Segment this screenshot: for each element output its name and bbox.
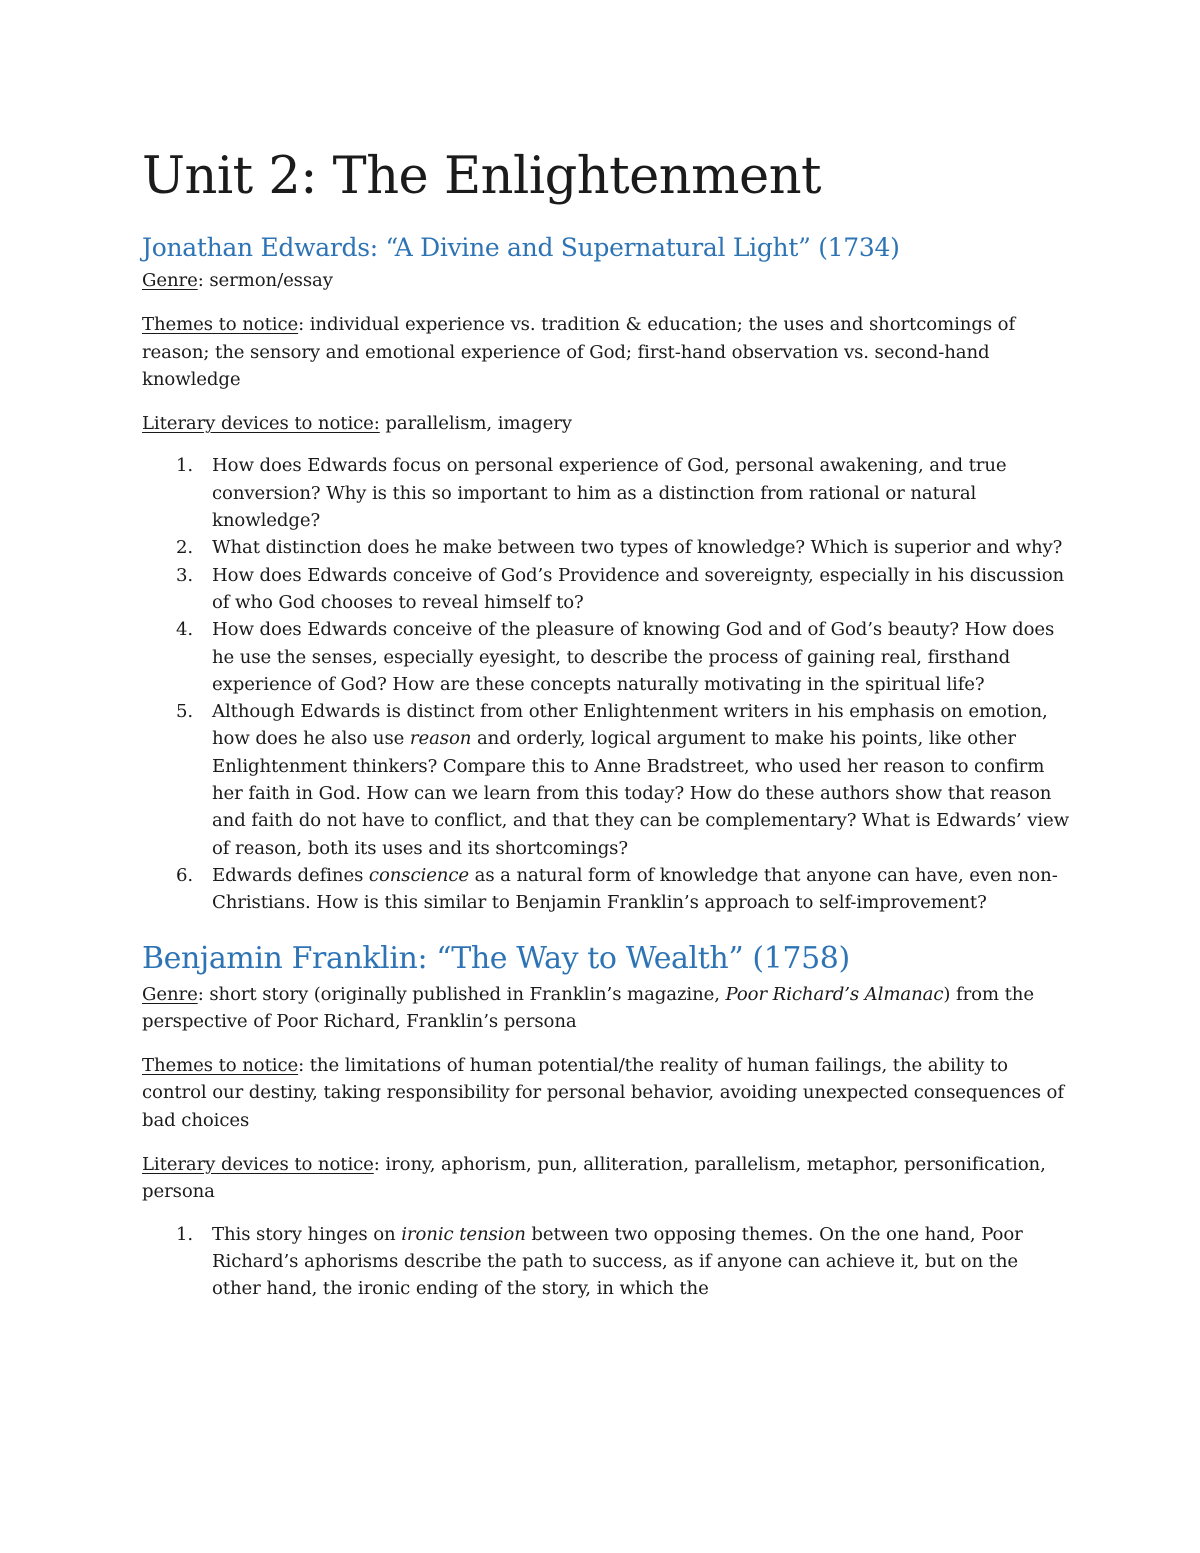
- themes-text: : individual experience vs. tradition & education; the uses and shortcomings of reason; the sensory and emotional experience of God; first-hand observation vs. second-hand knowledge: [142, 314, 1016, 390]
- question-list: [142, 1221, 1072, 1303]
- devices-label: Literary devices to notice:: [142, 413, 380, 435]
- question-text: How does Edwards conceive of God’s Providence and sovereignty, especially in his discussion of who God chooses to reveal himself to?: [212, 564, 1065, 613]
- question-item: [142, 452, 1072, 534]
- question-text: What distinction does he make between two types of knowledge? Which is superior and why?: [212, 537, 1063, 559]
- devices-paragraph: [142, 410, 1072, 437]
- question-number: 1.: [176, 1223, 194, 1245]
- question-number: 5.: [176, 701, 194, 723]
- question-item: [142, 534, 1072, 561]
- genre-paragraph: [142, 981, 1072, 1036]
- question-number: 1.: [176, 455, 194, 477]
- section-heading-franklin: Benjamin Franklin: “The Way to Wealth” (1758): [142, 940, 850, 976]
- devices-text: parallelism, imagery: [379, 413, 572, 435]
- genre-text-b: ) from the perspective of Poor Richard, Franklin’s persona: [142, 983, 1034, 1032]
- genre-emphasis: Poor Richard’s Almanac: [725, 983, 944, 1005]
- question-number: 4.: [176, 619, 194, 641]
- section-heading-edwards: Jonathan Edwards: “A Divine and Supernatural Light” (1734): [142, 233, 900, 262]
- genre-text: : sermon/essay: [197, 270, 333, 291]
- question-list: [142, 452, 1072, 916]
- devices-label: Literary devices to notice: [142, 1154, 374, 1176]
- question-text-b: and orderly, logical argument to make his points, like other Enlightenment thinkers? Compare this to Anne Bradstreet, who used her reason to confirm her faith in God. How can we learn from this today? How do these authors show that reason and faith do not have to conflict, and that they can be complementary? What is Edwards’ view of reason, both its uses and its shortcomings?: [212, 728, 1070, 859]
- question-emphasis: ironic tension: [401, 1223, 526, 1245]
- question-emphasis: reason: [409, 728, 472, 750]
- themes-label: Themes to notice: [142, 1055, 299, 1077]
- question-number: 3.: [176, 564, 194, 586]
- question-text: How does Edwards focus on personal experience of God, personal awakening, and true conversion? Why is this so important to him as a distinction from rational or natural knowledge?: [212, 455, 1007, 532]
- genre-label: Genre: [142, 983, 198, 1005]
- question-text-a: Edwards defines: [212, 864, 369, 886]
- question-emphasis: conscience: [368, 864, 469, 886]
- question-text-a: Although Edwards is distinct from other Enlightenment writers in his emphasis on emotion, how does he also use: [212, 701, 1048, 750]
- question-item: [142, 616, 1072, 698]
- question-text-b: between two opposing themes. On the one hand, Poor Richard’s aphorisms describe the path to success, as if anyone can achieve it, but on the other hand, the ironic ending of the story, in which the: [212, 1223, 1023, 1300]
- question-text-a: This story hinges on: [212, 1223, 402, 1245]
- question-text-b: as a natural form of knowledge that anyone can have, even non-Christians. How is this similar to Benjamin Franklin’s approach to self-improvement?: [212, 864, 1058, 914]
- page-title: Unit 2: The Enlightenment: [142, 147, 822, 206]
- themes-text: : the limitations of human potential/the reality of human failings, the ability to control our destiny, taking responsibility for personal behavior, avoiding unexpected consequences of bad choices: [142, 1055, 1064, 1131]
- question-item: [142, 562, 1072, 617]
- themes-label: Themes to notice: [142, 314, 299, 336]
- themes-paragraph: [142, 311, 1072, 393]
- genre-label: Genre: [142, 270, 198, 291]
- question-number: 2.: [176, 537, 194, 559]
- question-number: 6.: [176, 864, 194, 886]
- devices-text: : irony, aphorism, pun, alliteration, parallelism, metaphor, personification, persona: [142, 1154, 1046, 1203]
- question-item: [142, 1221, 1072, 1303]
- question-item: [142, 698, 1072, 862]
- question-item: [142, 862, 1072, 917]
- question-text: How does Edwards conceive of the pleasure of knowing God and of God’s beauty? How does he use the senses, especially eyesight, to describe the process of gaining real, firsthand experience of God? How are these concepts naturally motivating in the spiritual life?: [212, 619, 1055, 695]
- devices-paragraph: [142, 1151, 1072, 1206]
- genre-text-a: : short story (originally published in Franklin’s magazine,: [197, 983, 726, 1005]
- themes-paragraph: [142, 1052, 1072, 1134]
- genre-line: [142, 267, 1072, 294]
- document-content: [142, 138, 1072, 1303]
